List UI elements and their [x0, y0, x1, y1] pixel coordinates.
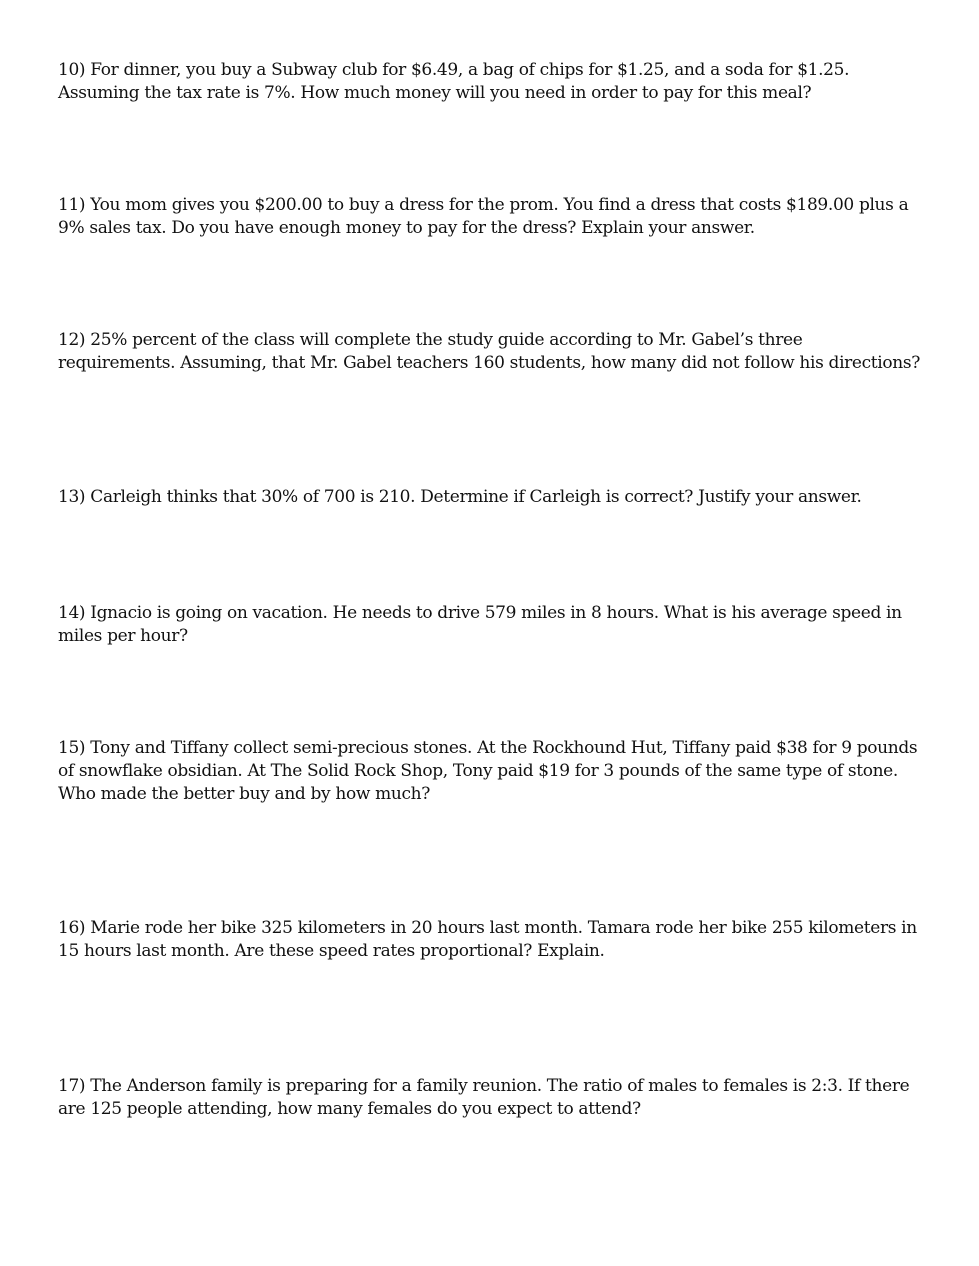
question-13 [58, 486, 920, 509]
question-number: 11) [58, 195, 86, 215]
question-text: Carleigh thinks that 30% of 700 is 210. Determine if Carleigh is correct? Justify your answer. [90, 487, 862, 507]
question-10 [58, 59, 920, 105]
question-text: You mom gives you $200.00 to buy a dress for the prom. You find a dress that costs $189.00 plus a 9% sales tax. Do you have enough money to pay for the dress? Explain your answer. [58, 195, 909, 238]
question-text: For dinner, you buy a Subway club for $6.49, a bag of chips for $1.25, and a soda for $1.25. Assuming the tax rate is 7%. How much money will you need in order to pay for this meal? [58, 60, 850, 103]
question-number: 12) [58, 330, 86, 350]
question-text: The Anderson family is preparing for a family reunion. The ratio of males to females is 2:3. If there are 125 people attending, how many females do you expect to attend? [58, 1076, 910, 1119]
question-16 [58, 917, 920, 963]
question-11 [58, 194, 920, 240]
question-number: 16) [58, 918, 86, 938]
question-number: 17) [58, 1076, 86, 1096]
question-number: 15) [58, 738, 86, 758]
question-17 [58, 1075, 920, 1121]
question-number: 13) [58, 487, 86, 507]
question-14 [58, 602, 920, 648]
question-number: 10) [58, 60, 86, 80]
question-15 [58, 737, 920, 806]
question-text: Marie rode her bike 325 kilometers in 20 hours last month. Tamara rode her bike 255 kilometers in 15 hours last month. Are these speed rates proportional? Explain. [58, 918, 917, 961]
question-text: 25% percent of the class will complete the study guide according to Mr. Gabel’s three requirements. Assuming, that Mr. Gabel teachers 160 students, how many did not follow his directions? [58, 330, 920, 373]
question-number: 14) [58, 603, 86, 623]
question-text: Tony and Tiffany collect semi-precious stones. At the Rockhound Hut, Tiffany paid $38 for 9 pounds of snowflake obsidian. At The Solid Rock Shop, Tony paid $19 for 3 pounds of the same type of stone. Who made the better buy and by how much? [58, 738, 918, 804]
question-12 [58, 329, 920, 375]
question-text: Ignacio is going on vacation. He needs to drive 579 miles in 8 hours. What is his average speed in miles per hour? [58, 603, 902, 646]
